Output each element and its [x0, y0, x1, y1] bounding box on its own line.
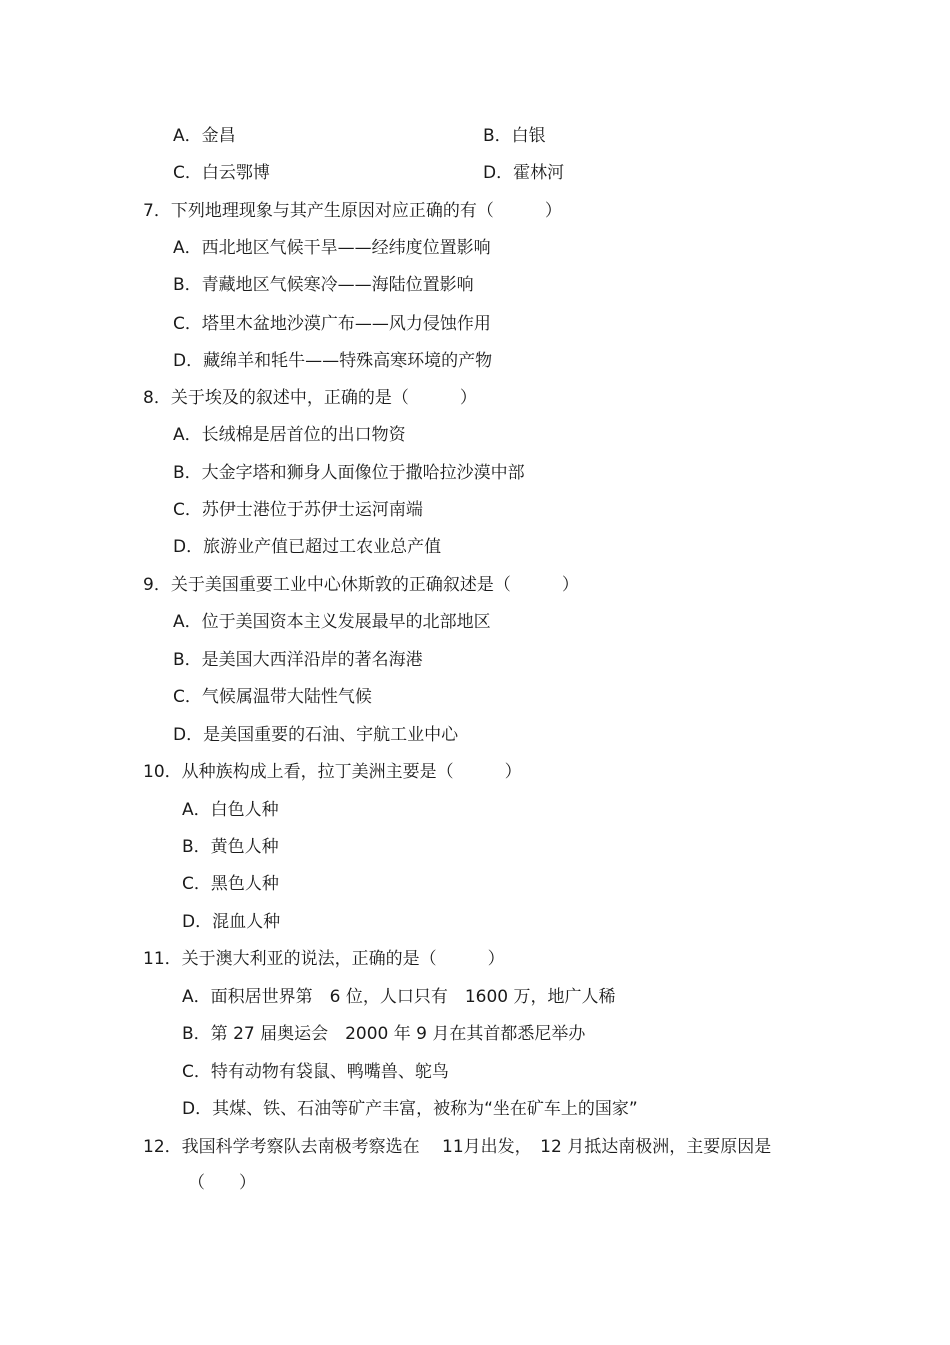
q12-stem: 12．我国科学考察队去南极考察选在 11月出发， 12 月抵达南极洲，主要原因是 [143, 1137, 772, 1157]
q11-option-c: C．特有动物有袋鼠、鸭嘴兽、鸵鸟 [182, 1062, 449, 1082]
q8-stem: 8．关于埃及的叙述中，正确的是（ ） [143, 388, 477, 408]
q7-option-c: C．塔里木盆地沙漠广布——风力侵蚀作用 [173, 314, 491, 334]
q10-option-b: B．黄色人种 [182, 837, 279, 857]
q12-answer-bracket: （ ） [188, 1173, 256, 1193]
q9-option-d: D．是美国重要的石油、宇航工业中心 [173, 725, 459, 745]
q8-option-d: D．旅游业产值已超过工农业总产值 [173, 537, 442, 557]
q11-option-d: D．其煤、铁、石油等矿产丰富，被称为“坐在矿车上的国家” [182, 1099, 638, 1119]
q9-stem: 9．关于美国重要工业中心休斯敦的正确叙述是（ ） [143, 575, 579, 595]
q6-option-a: A．金昌 [173, 126, 236, 146]
q10-stem: 10．从种族构成上看，拉丁美洲主要是（ ） [143, 762, 522, 782]
q7-option-a: A．西北地区气候干旱——经纬度位置影响 [173, 238, 491, 258]
q6-option-d: D．霍林河 [483, 163, 565, 183]
q7-option-b: B．青藏地区气候寒冷——海陆位置影响 [173, 275, 474, 295]
q10-option-d: D．混血人种 [182, 912, 281, 932]
q10-option-a: A．白色人种 [182, 800, 279, 820]
q7-option-d: D．藏绵羊和牦牛——特殊高寒环境的产物 [173, 351, 493, 371]
q11-stem: 11．关于澳大利亚的说法，正确的是（ ） [143, 949, 505, 969]
q9-option-a: A．位于美国资本主义发展最早的北部地区 [173, 612, 491, 632]
q9-option-b: B．是美国大西洋沿岸的著名海港 [173, 650, 423, 670]
q11-option-b: B．第 27 届奥运会 2000 年 9 月在其首都悉尼举办 [182, 1024, 586, 1044]
q8-option-c: C．苏伊士港位于苏伊士运河南端 [173, 500, 423, 520]
q10-option-c: C．黑色人种 [182, 874, 279, 894]
q9-option-c: C．气候属温带大陆性气候 [173, 687, 372, 707]
q7-stem: 7．下列地理现象与其产生原因对应正确的有（ ） [143, 201, 562, 221]
q6-option-c: C．白云鄂博 [173, 163, 270, 183]
q6-option-b: B．白银 [483, 126, 546, 146]
q11-option-a: A．面积居世界第 6 位，人口只有 1600 万，地广人稀 [182, 987, 616, 1007]
q8-option-a: A．长绒棉是居首位的出口物资 [173, 425, 406, 445]
q8-option-b: B．大金字塔和狮身人面像位于撒哈拉沙漠中部 [173, 463, 525, 483]
